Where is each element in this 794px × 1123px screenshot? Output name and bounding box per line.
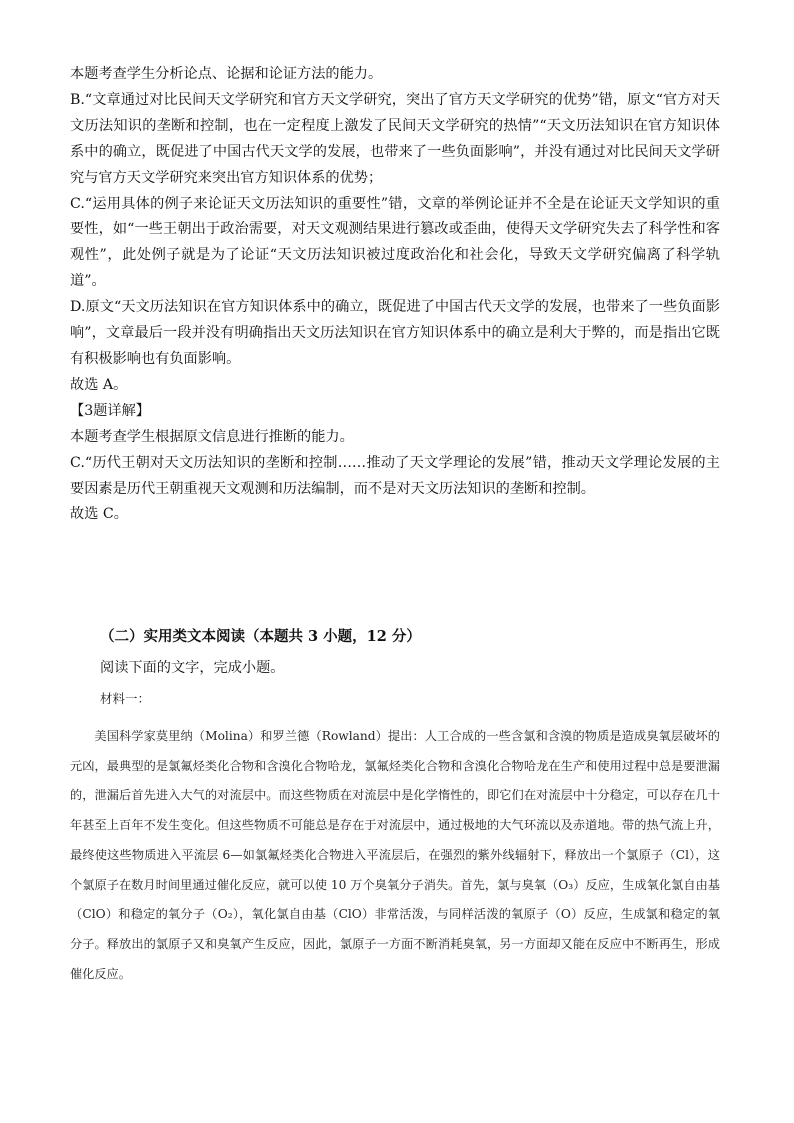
answer-explanations: [70, 62, 720, 528]
answer-line: C.“历代王朝对天文历法知识的垄断和控制……推动了天文学理论的发展”错，推动天文学理论发展的主要因素是历代王朝重视天文观测和历法编制，而不是对天文历法知识的垄断和控制。: [70, 454, 720, 497]
answer-line: C.“运用具体的例子来论证天文历法知识的重要性”错，文章的举例论证并不全是在论证天文学知识的重要性，如“一些王朝出于政治需要，对天文观测结果进行篡改或歪曲，使得天文学研究失去了科学性和客观性”，此处例子就是为了论证“天文历法知识被过度政治化和社会化，导致天文学研究偏离了科学轨道”。: [70, 195, 720, 290]
answer-line: 故选 C。: [70, 506, 128, 523]
section-instruction: 阅读下面的文字，完成小题。: [100, 660, 285, 676]
answer-line: B.“文章通过对比民间天文学研究和官方天文学研究，突出了官方天文学研究的优势”错，原文“官方对天文历法知识的垄断和控制，也在一定程度上激发了民间天文学研究的热情”“天文历法知识在官方知识体系中的确立，既促进了中国古代天文学的发展，也带来了一些负面影响”，并没有通过对比民间天文学研究与官方天文学研究来突出官方知识体系的优势；: [70, 91, 720, 186]
answer-line: D.原文“天文历法知识在官方知识体系中的确立，既促进了中国古代天文学的发展，也带来了一些负面影响”，文章最后一段并没有明确指出天文历法知识在官方知识体系中的确立是利大于弊的，而是指出它既有积极影响也有负面影响。: [70, 299, 720, 367]
material-label: 材料一：: [100, 691, 151, 706]
section-heading: （二）实用类文本阅读（本题共 3 小题，12 分）: [100, 628, 421, 645]
material-text: 美国科学家莫里纳（Molina）和罗兰德（Rowland）提出：人工合成的一些含氯和含溴的物质是造成臭氧层破坏的元凶，最典型的是氯氟烃类化合物和含溴化合物哈龙，氯氟烃类化合物和含溴化合物哈龙在生产和使用过程中总是要泄漏的，泄漏后首先进入大气的对流层中。而这些物质在对流层中是化学惰性的，即它们在对流层中十分稳定，可以存在几十年甚至上百年不发生变化。但这些物质不可能总是存在于对流层中，通过极地的大气环流以及赤道地。带的热气流上升，最终使这些物质进入平流层 6—如氯氟烃类化合物进入平流层后，在强烈的紫外线辐射下，释放出一个氯原子（Cl），这个氯原子在数月时间里通过催化反应，就可以使 10 万个臭氧分子消失。首先，氯与臭氧（O₃）反应，生成氧化氯自由基（ClO）和稳定的氧分子（O₂），氧化氯自由基（ClO）非常活泼，与同样活泼的氧原子（O）反应，生成氯和稳定的氧分子。释放出的氯原子又和臭氧产生反应，因此，氯原子一方面不断消耗臭氧，另一方面却又能在反应中不断再生，形成催化反应。: [70, 729, 720, 981]
answer-line: 【3题详解】: [70, 402, 150, 419]
answer-line: 本题考查学生分析论点、论据和论证方法的能力。: [70, 66, 383, 82]
answer-line: 本题考查学生根据原文信息进行推断的能力。: [70, 428, 354, 445]
answer-line: 故选 A。: [70, 376, 128, 393]
